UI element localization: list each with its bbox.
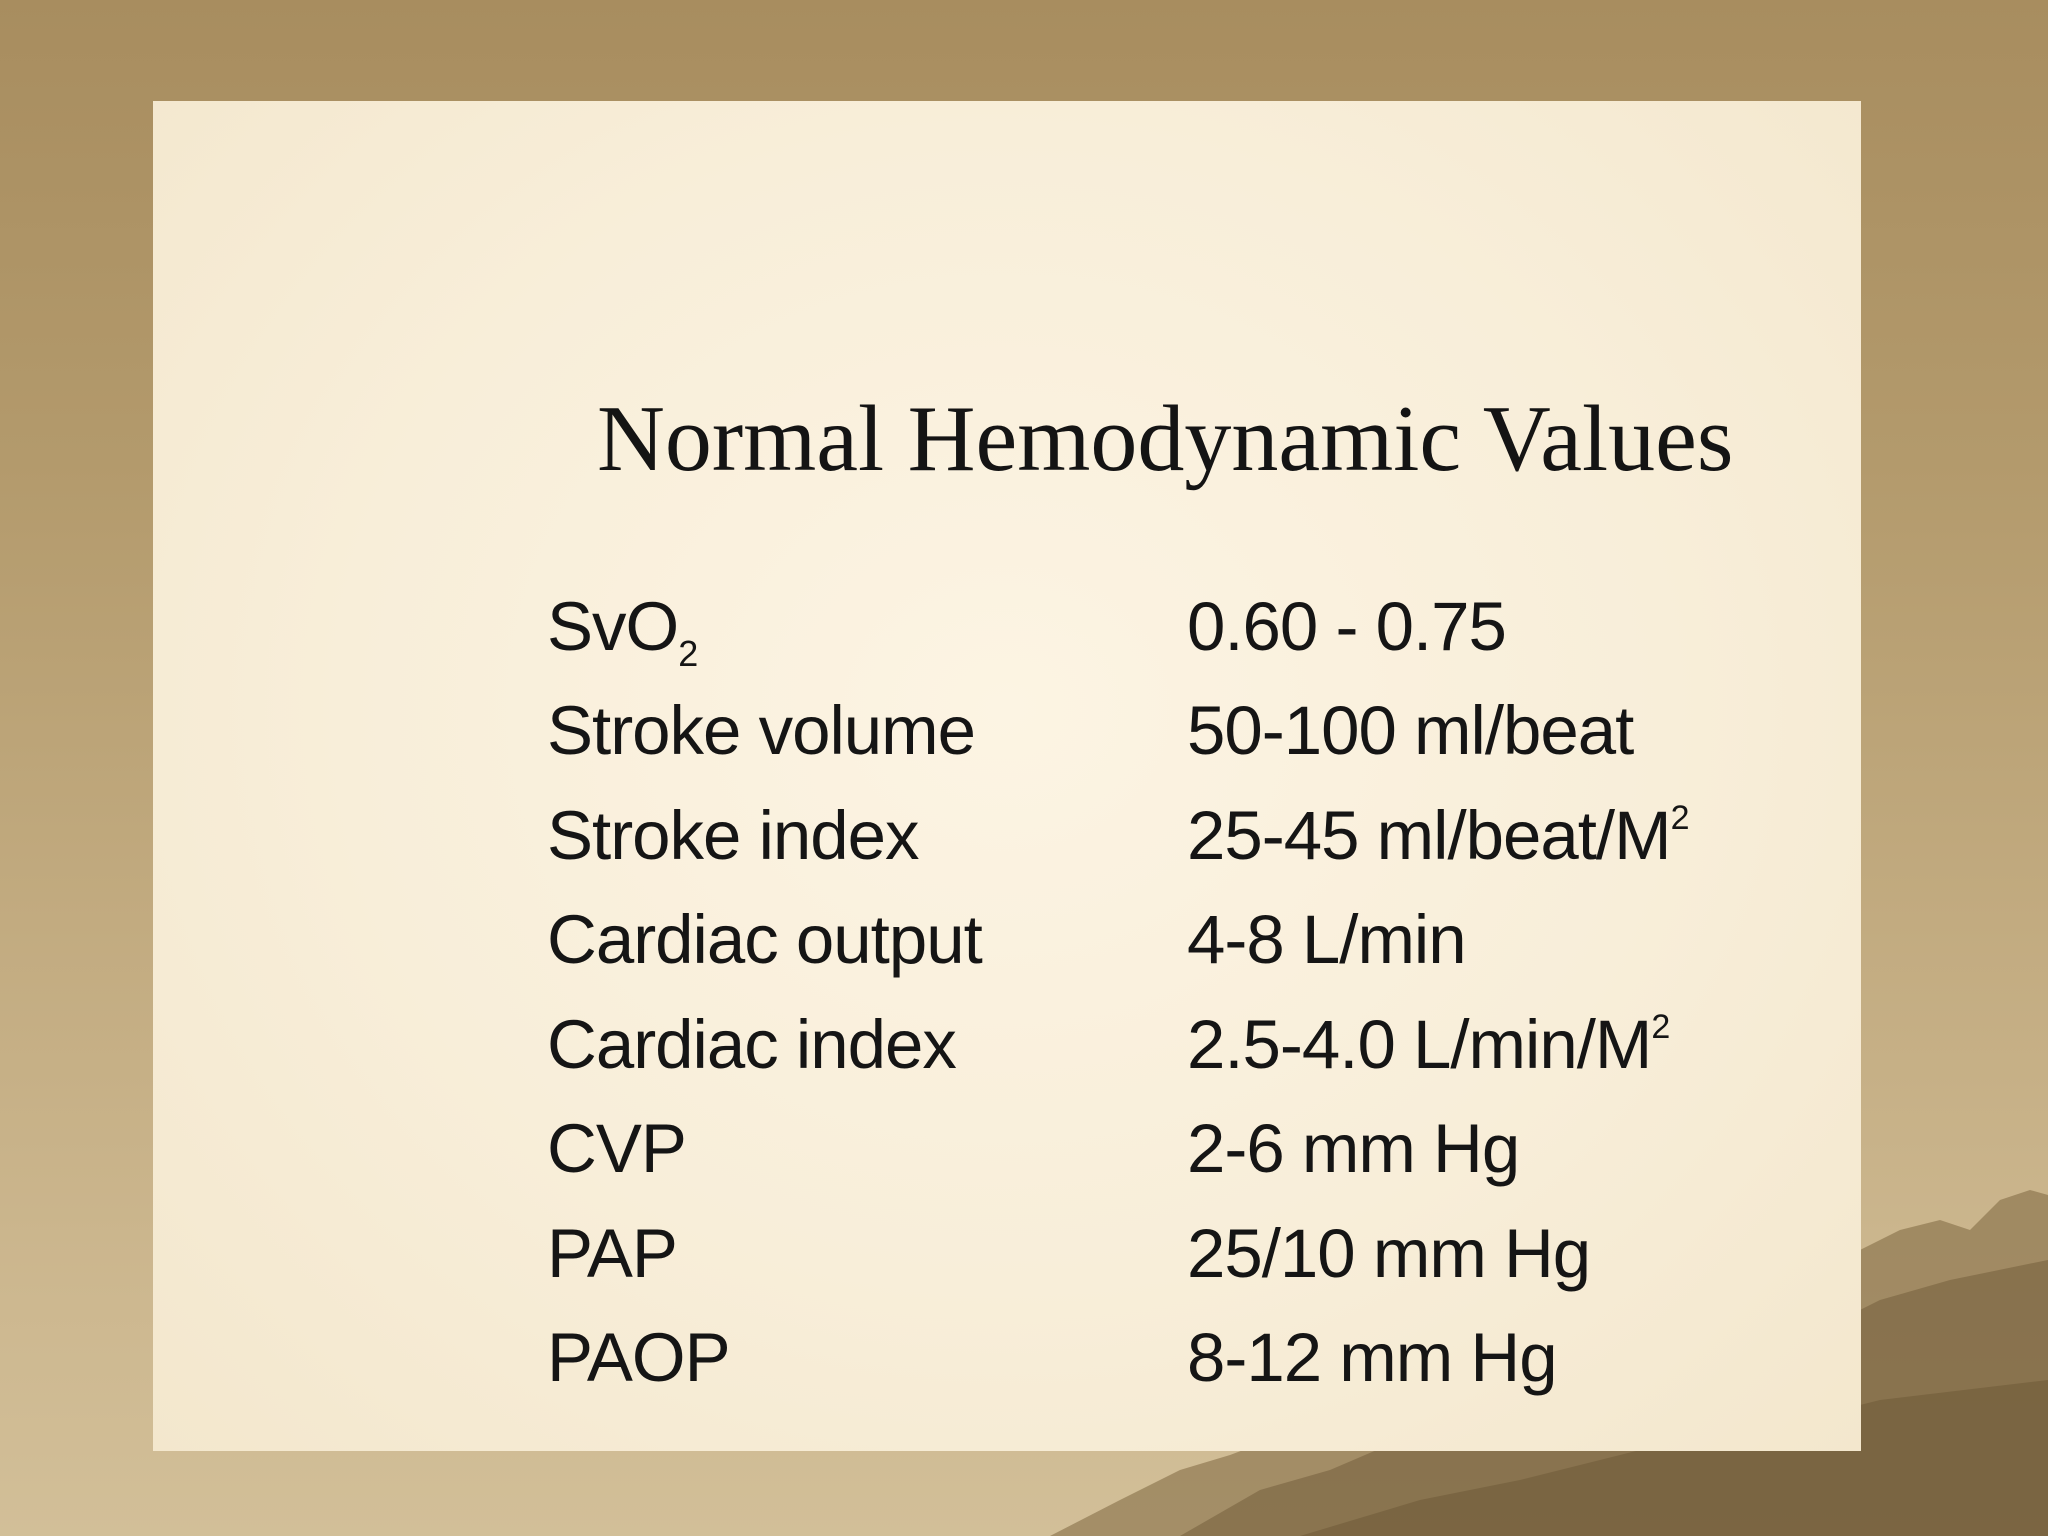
param-label: Cardiac output <box>547 901 982 978</box>
param-label: CVP <box>547 1110 686 1187</box>
param-label: PAP <box>547 1215 677 1292</box>
param-value: 4-8 L/min <box>1187 901 1466 978</box>
row-cardiac-output <box>153 888 1861 992</box>
param-value: 50-100 ml/beat <box>1187 692 1634 769</box>
param-value: 0.60 - 0.75 <box>1187 588 1506 665</box>
param-value: 2-6 mm Hg <box>1187 1110 1520 1187</box>
row-pap <box>153 1202 1861 1306</box>
param-value: 8-12 mm Hg <box>1187 1319 1557 1396</box>
row-cardiac-index <box>153 993 1861 1097</box>
param-value: 25-45 $ml/beat/M^2$ <box>1187 797 1690 874</box>
param-label: Stroke index <box>547 797 919 874</box>
param-value: 25/10 mm Hg <box>1187 1215 1591 1292</box>
slide-card: Normal Hemodynamic Values SvO$_2$ 0.60 - 0.75 Stroke volume 50-100 ml/beat Stroke index 25-45 $ml/beat/M^2$ Cardiac output 4-8 L/min Cardiac index 2.5-4.0 $L/\min/M^2$ CVP 2-6 mm Hg PAP 25/10 mm Hg PAOP 8-12 mm Hg <box>153 101 1861 1451</box>
param-value: 2.5-4.0 $L/\min/M^2$ <box>1187 1006 1671 1083</box>
row-stroke-volume <box>153 679 1861 783</box>
row-paop <box>153 1306 1861 1410</box>
param-label: SvO$_2$ <box>547 588 699 674</box>
param-label: Stroke volume <box>547 692 976 769</box>
row-svo2 <box>153 575 1861 679</box>
row-cvp <box>153 1097 1861 1201</box>
row-stroke-index <box>153 784 1861 888</box>
param-label: Cardiac index <box>547 1006 956 1083</box>
param-label: PAOP <box>547 1319 730 1396</box>
